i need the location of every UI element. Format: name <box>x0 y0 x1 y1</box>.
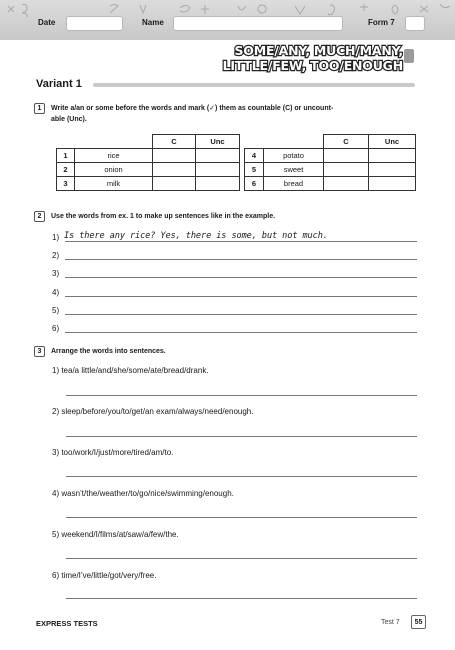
col-c-header: C <box>324 135 369 149</box>
c-cell[interactable] <box>324 149 369 163</box>
unc-cell[interactable] <box>196 177 240 191</box>
answer-line[interactable] <box>66 558 417 559</box>
example-answer: Is there any rice? Yes, there is some, but not much. <box>64 231 328 241</box>
list-item: 2) sleep/before/you/to/get/an exam/always/need/enough. <box>52 407 254 416</box>
answer-line[interactable] <box>66 436 417 437</box>
c-cell[interactable] <box>153 163 196 177</box>
c-cell[interactable] <box>153 149 196 163</box>
task2-number: 2 <box>34 211 45 222</box>
table-row: 1 rice <box>57 149 240 163</box>
answer-line[interactable]: 3) <box>52 265 417 279</box>
page-number: 55 <box>411 615 426 629</box>
answer-line[interactable] <box>66 598 417 599</box>
table-row: 3 milk <box>57 177 240 191</box>
task1-number: 1 <box>34 103 45 114</box>
table-row: 4 potato <box>245 149 416 163</box>
list-item: 6) time/I’ve/little/got/very/free. <box>52 571 157 580</box>
answer-line[interactable]: 1) Is there any rice? Yes, there is some, but not much. <box>52 229 417 243</box>
answer-line[interactable]: 5) <box>52 302 417 316</box>
word-cell: sweet <box>264 163 324 177</box>
task1-table-left <box>56 134 240 191</box>
table-row: 6 bread <box>245 177 416 191</box>
answer-line[interactable]: 6) <box>52 320 417 334</box>
title-tab <box>404 49 414 63</box>
col-c-header: C <box>153 135 196 149</box>
c-cell[interactable] <box>324 177 369 191</box>
word-cell: bread <box>264 177 324 191</box>
word-cell: rice <box>75 149 153 163</box>
c-cell[interactable] <box>153 177 196 191</box>
unc-cell[interactable] <box>196 163 240 177</box>
unc-cell[interactable] <box>369 149 416 163</box>
name-field[interactable] <box>173 16 343 31</box>
answer-line[interactable]: 2) <box>52 247 417 261</box>
topic-title <box>223 43 403 73</box>
list-item: 5) weekend/I/films/at/saw/a/few/the. <box>52 530 179 539</box>
col-unc-header: Unc <box>369 135 416 149</box>
task3-instruction: Arrange the words into sentences. <box>51 348 166 355</box>
footer-test-label: Test 7 <box>381 619 400 626</box>
topic-title-line2: LITTLE/FEW, TOO/ENOUGH <box>222 58 403 73</box>
form-field[interactable] <box>405 16 425 31</box>
answer-line[interactable] <box>66 395 417 396</box>
answer-line[interactable] <box>66 476 417 477</box>
c-cell[interactable] <box>324 163 369 177</box>
answer-line[interactable]: 4) <box>52 284 417 298</box>
date-field[interactable] <box>66 16 123 31</box>
unc-cell[interactable] <box>196 149 240 163</box>
task2-instruction: Use the words from ex. 1 to make up sentences like in the example. <box>51 213 276 220</box>
footer-series: EXPRESS TESTS <box>36 619 98 628</box>
col-unc-header: Unc <box>196 135 240 149</box>
form-label: Form 7 <box>368 18 395 27</box>
date-label: Date <box>38 18 56 27</box>
task1-instruction: Write a/an or some before the words and mark (✓) them as countable (C) or uncount- <box>51 105 334 112</box>
unc-cell[interactable] <box>369 177 416 191</box>
task3-number: 3 <box>34 346 45 357</box>
task1-table-right <box>244 134 416 191</box>
answer-line[interactable] <box>66 517 417 518</box>
table-row: 5 sweet <box>245 163 416 177</box>
word-cell: milk <box>75 177 153 191</box>
list-item: 3) too/work/I/just/more/tired/am/to. <box>52 448 174 457</box>
word-cell: onion <box>75 163 153 177</box>
topic-title-line1: SOME/ANY, MUCH/MANY, <box>234 43 403 58</box>
variant-heading: Variant 1 <box>36 78 82 90</box>
header-band <box>0 0 455 40</box>
list-item: 4) wasn’t/the/weather/to/go/nice/swimming/enough. <box>52 489 234 498</box>
variant-rule <box>93 83 415 87</box>
table-row: 2 onion <box>57 163 240 177</box>
unc-cell[interactable] <box>369 163 416 177</box>
list-item: 1) tea/a little/and/she/some/ate/bread/drank. <box>52 366 209 375</box>
word-cell: potato <box>264 149 324 163</box>
name-label: Name <box>142 18 164 27</box>
task1-instruction-cont: able (Unc). <box>51 116 87 123</box>
